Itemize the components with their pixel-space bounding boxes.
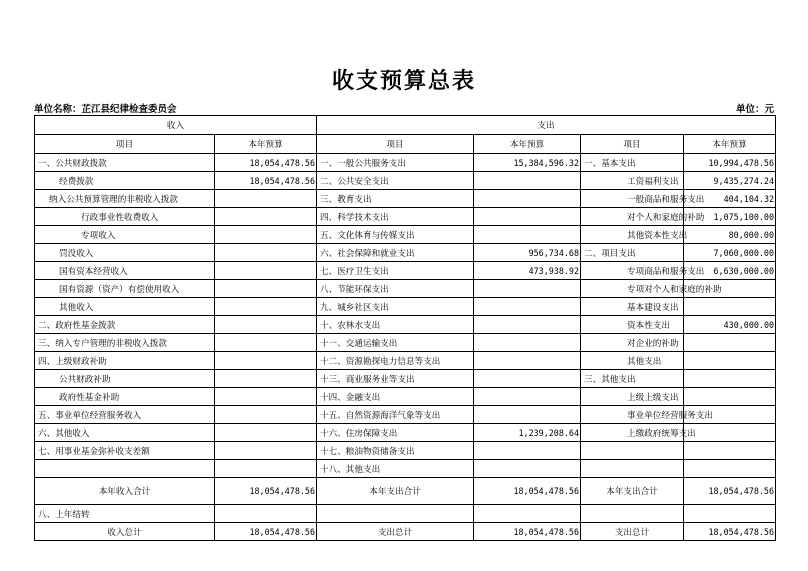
expense-econ-item: 上级上级支出 (581, 388, 684, 406)
expense-item: 十三、商业服务业等支出 (317, 370, 474, 388)
income-budget (215, 226, 317, 244)
section-header-row (35, 116, 776, 135)
expense-item: 十四、金融支出 (317, 388, 474, 406)
income-budget (215, 334, 317, 352)
income-budget (215, 442, 317, 460)
col-item-header: 项目 (317, 135, 474, 154)
carryover-value (215, 505, 317, 523)
expense-budget (474, 442, 581, 460)
expense-item: 九、城乡社区支出 (317, 298, 474, 316)
income-budget (215, 208, 317, 226)
expense-budget (474, 460, 581, 478)
expense-item: 十、农林水支出 (317, 316, 474, 334)
income-item: 罚没收入 (35, 244, 215, 262)
expense-item: 五、文化体育与传媒支出 (317, 226, 474, 244)
income-item: 四、上级财政补助 (35, 352, 215, 370)
income-budget (215, 388, 317, 406)
expense-econ-budget: 1,075,100.00 (684, 208, 776, 226)
expense-econ-item: 二、项目支出 (581, 244, 684, 262)
income-item: 二、政府性基金拨款 (35, 316, 215, 334)
expense-budget: 1,239,208.64 (474, 424, 581, 442)
expense-item: 三、教育支出 (317, 190, 474, 208)
expense-budget (474, 388, 581, 406)
income-item: 国有资源（资产）有偿使用收入 (35, 280, 215, 298)
income-budget: 18,054,478.56 (215, 172, 317, 190)
expense-item: 七、医疗卫生支出 (317, 262, 474, 280)
expense-econ-item: 事业单位经营服务支出 (581, 406, 684, 424)
col-budget-header: 本年预算 (215, 135, 317, 154)
income-item (35, 460, 215, 478)
income-budget (215, 460, 317, 478)
expense-econ-budget (684, 334, 776, 352)
income-total-value: 18,054,478.56 (215, 478, 317, 505)
expense-econ-item (581, 460, 684, 478)
expense-item: 十一、交通运输支出 (317, 334, 474, 352)
table-row (35, 190, 776, 208)
income-item: 公共财政补助 (35, 370, 215, 388)
income-item: 政府性基金补助 (35, 388, 215, 406)
blank-cell (317, 505, 474, 523)
expense-grand-value: 18,054,478.56 (474, 523, 581, 541)
income-item: 国有资本经营收入 (35, 262, 215, 280)
expense-item: 二、公共安全支出 (317, 172, 474, 190)
table-row (35, 388, 776, 406)
expense-econ-item: 专项商品和服务支出 (581, 262, 684, 280)
expense-econ-budget: 7,060,000.00 (684, 244, 776, 262)
expense-econ-item: 上缴政府统筹支出 (581, 424, 684, 442)
income-total-label: 本年收入合计 (35, 478, 215, 505)
expense-budget: 15,384,596.32 (474, 154, 581, 172)
table-row (35, 352, 776, 370)
col-budget-header: 本年预算 (474, 135, 581, 154)
col-budget-header: 本年预算 (684, 135, 776, 154)
expense-item: 十二、资源勘探电力信息等支出 (317, 352, 474, 370)
expense-econ-item: 基本建设支出 (581, 298, 684, 316)
expense-item: 十七、粮油物资储备支出 (317, 442, 474, 460)
expense-budget (474, 316, 581, 334)
table-row (35, 334, 776, 352)
expense-econ-total-label: 本年支出合计 (581, 478, 684, 505)
blank-cell (581, 505, 684, 523)
table-row (35, 406, 776, 424)
expense-econ-item: 其他支出 (581, 352, 684, 370)
table-row (35, 298, 776, 316)
income-budget (215, 262, 317, 280)
income-section-header: 收入 (35, 116, 317, 135)
income-budget (215, 280, 317, 298)
income-item: 其他收入 (35, 298, 215, 316)
expense-budget: 956,734.68 (474, 244, 581, 262)
expense-item: 六、社会保障和就业支出 (317, 244, 474, 262)
table-row (35, 316, 776, 334)
expense-econ-item: 工资福利支出 (581, 172, 684, 190)
page-title: 收支预算总表 (331, 69, 476, 94)
income-budget (215, 370, 317, 388)
table-row (35, 424, 776, 442)
expense-econ-item: 专项对个人和家庭的补助 (581, 280, 684, 298)
expense-budget (474, 370, 581, 388)
expense-item: 一、一般公共服务支出 (317, 154, 474, 172)
budget-summary-table (34, 115, 776, 541)
totals-row (35, 478, 776, 505)
expense-econ-item: 三、其他支出 (581, 370, 684, 388)
expense-econ-item: 对企业的补助 (581, 334, 684, 352)
income-grand-value: 18,054,478.56 (215, 523, 317, 541)
expense-econ-budget: 404,104.32 (684, 190, 776, 208)
table-row (35, 280, 776, 298)
expense-budget: 473,938.92 (474, 262, 581, 280)
table-row (35, 370, 776, 388)
unit-name-label: 单位名称：芷江县纪律检查委员会 (34, 104, 177, 115)
expense-item: 十六、住房保障支出 (317, 424, 474, 442)
expense-econ-budget: 9,435,274.24 (684, 172, 776, 190)
expense-econ-grand-value: 18,054,478.56 (684, 523, 776, 541)
table-row (35, 460, 776, 478)
grand-total-row (35, 523, 776, 541)
expense-econ-budget: 80,000.00 (684, 226, 776, 244)
income-item: 经费拨款 (35, 172, 215, 190)
income-budget (215, 298, 317, 316)
expense-econ-budget: 6,630,000.00 (684, 262, 776, 280)
expense-budget (474, 226, 581, 244)
income-budget: 18,054,478.56 (215, 154, 317, 172)
income-budget (215, 316, 317, 334)
table-row (35, 226, 776, 244)
table-row (35, 262, 776, 280)
expense-econ-grand-label: 支出总计 (581, 523, 684, 541)
expense-econ-budget: 430,000.00 (684, 316, 776, 334)
income-budget (215, 352, 317, 370)
income-item: 六、其他收入 (35, 424, 215, 442)
expense-budget (474, 406, 581, 424)
expense-budget (474, 208, 581, 226)
currency-unit-label: 单位：元 (735, 104, 774, 115)
expense-total-label: 本年支出合计 (317, 478, 474, 505)
blank-cell (474, 505, 581, 523)
income-budget (215, 406, 317, 424)
table-row (35, 154, 776, 172)
expense-econ-budget: 10,994,478.56 (684, 154, 776, 172)
expense-budget (474, 352, 581, 370)
expense-budget (474, 172, 581, 190)
expense-econ-item: 对个人和家庭的补助 (581, 208, 684, 226)
income-budget (215, 190, 317, 208)
expense-item: 十八、其他支出 (317, 460, 474, 478)
table-row (35, 172, 776, 190)
col-item-header: 项目 (35, 135, 215, 154)
income-item: 行政事业性收费收入 (35, 208, 215, 226)
income-item: 专项收入 (35, 226, 215, 244)
expense-econ-budget (684, 442, 776, 460)
expense-econ-item: 资本性支出 (581, 316, 684, 334)
expense-econ-total-value: 18,054,478.56 (684, 478, 776, 505)
table-row (35, 244, 776, 262)
expense-item: 十五、自然资源海洋气象等支出 (317, 406, 474, 424)
expense-grand-label: 支出总计 (317, 523, 474, 541)
expense-budget (474, 280, 581, 298)
income-grand-label: 收入总计 (35, 523, 215, 541)
carryover-row (35, 505, 776, 523)
expense-econ-item (581, 442, 684, 460)
expense-budget (474, 298, 581, 316)
col-item-header: 项目 (581, 135, 684, 154)
table-row (35, 208, 776, 226)
expense-item: 四、科学技术支出 (317, 208, 474, 226)
expense-econ-budget (684, 460, 776, 478)
expense-econ-budget (684, 424, 776, 442)
blank-cell (684, 505, 776, 523)
expense-econ-budget (684, 352, 776, 370)
carryover-label: 八、上年结转 (35, 505, 215, 523)
expense-budget (474, 334, 581, 352)
income-budget (215, 424, 317, 442)
column-header-row (35, 135, 776, 154)
expense-section-header: 支出 (317, 116, 776, 135)
expense-econ-budget (684, 388, 776, 406)
income-item: 纳入公共预算管理的非税收入拨款 (35, 190, 215, 208)
income-item: 三、纳入专户管理的非税收入拨款 (35, 334, 215, 352)
table-row (35, 442, 776, 460)
income-item: 七、用事业基金弥补收支差额 (35, 442, 215, 460)
expense-econ-budget (684, 370, 776, 388)
income-budget (215, 244, 317, 262)
expense-econ-item: 一、基本支出 (581, 154, 684, 172)
expense-total-value: 18,054,478.56 (474, 478, 581, 505)
income-item: 一、公共财政拨款 (35, 154, 215, 172)
expense-econ-item: 一般商品和服务支出 (581, 190, 684, 208)
expense-item: 八、节能环保支出 (317, 280, 474, 298)
expense-econ-item: 其他资本性支出 (581, 226, 684, 244)
income-item: 五、事业单位经营服务收入 (35, 406, 215, 424)
expense-budget (474, 190, 581, 208)
expense-econ-budget (684, 298, 776, 316)
